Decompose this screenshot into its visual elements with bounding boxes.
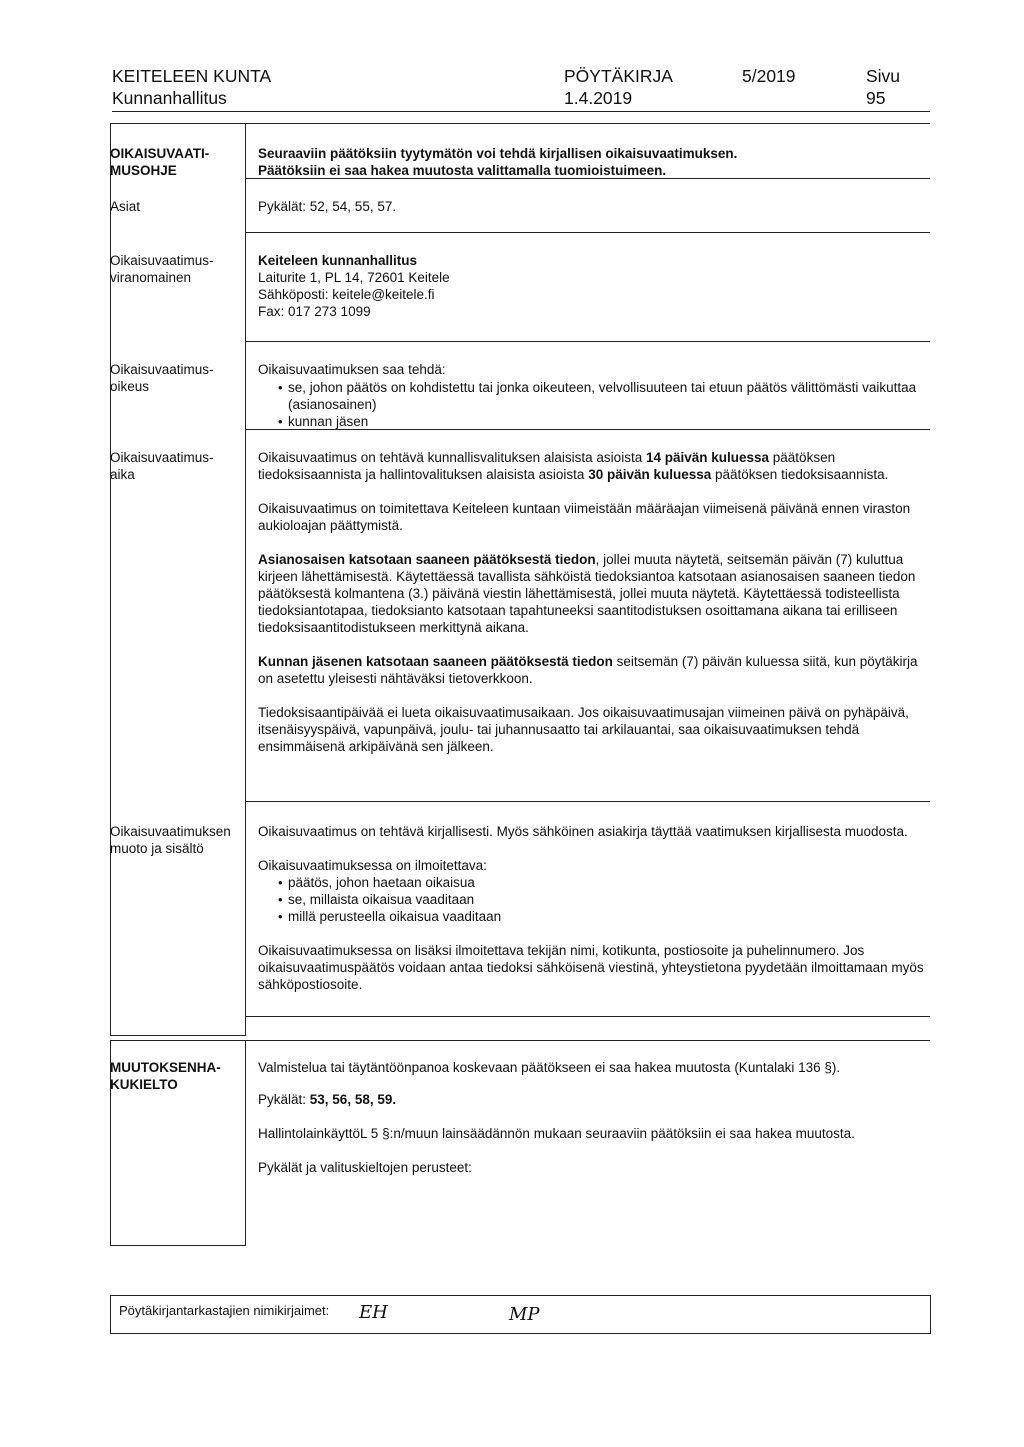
list-item: • se, johon päätös on kohdistettu tai jonka oikeuteen, velvollisuuteen tai etuun päätös välittömästi vaikuttaa (asianosainen) (258, 379, 926, 413)
instruction-line-2: Päätöksiin ei saa hakea muutosta valittamalla tuomioistuimeen. (258, 163, 667, 178)
asiat-text: Pykälät: 52, 54, 55, 57. (258, 199, 397, 214)
ban-block (258, 1059, 926, 1176)
label-asiat: Asiat (110, 199, 141, 214)
authority-address: Laiturite 1, PL 14, 72601 Keitele (258, 270, 450, 285)
header-page-number: 95 (866, 88, 886, 108)
authority-name: Keiteleen kunnanhallitus (258, 253, 418, 268)
time-paragraph-2: Oikaisuvaatimus on toimitettava Keiteleen kuntaan viimeistään määräajan viimeisenä päivänä ennen viraston aukioloajan päättymistä. (258, 501, 911, 533)
form-paragraph-1: Oikaisuvaatimus on tehtävä kirjallisesti. Myös sähköinen asiakirja täyttää vaatimuksen kirjallisesta muodosta. (258, 824, 908, 839)
rule-form (246, 1016, 930, 1017)
label-time: Oikaisuvaatimus-aika (110, 450, 214, 482)
label-instruction: OIKAISUVAATI-MUSOHJE (110, 146, 210, 178)
signature-box (110, 1295, 931, 1334)
form-paragraph-3: Oikaisuvaatimuksessa on lisäksi ilmoitettava tekijän nimi, kotikunta, postiosoite ja puhelinnumero. Jos oikaisuvaatimuspäätös voidaan antaa tiedoksi sähköisenä viestinä, yhteystietona pyydetään ilmoittamaan myös sähköpostiosoite. (258, 943, 924, 992)
right-list (258, 379, 926, 430)
list-item: • se, millaista oikaisua vaaditaan (258, 891, 926, 908)
ban-paragraph-4: Pykälät ja valituskieltojen perusteet: (258, 1160, 472, 1175)
time-paragraph-5: Tiedoksisaantipäivää ei lueta oikaisuvaatimusaikaan. Jos oikaisuvaatimusajan viimeinen päivä on pyhäpäivä, itsenäisyyspäivä, vapunpäivä, joulu- tai juhannusaatto tai arkilauantai, saa oikaisuvaatimuksen tehdä ensimmäisenä arkipäivänä sen jälkeen. (258, 705, 909, 754)
authority-fax: Fax: 017 273 1099 (258, 304, 371, 319)
signature-initials-2: MP (509, 1304, 540, 1325)
form-paragraph-2: Oikaisuvaatimuksessa on ilmoitettava: (258, 858, 487, 873)
time-paragraph-3: Asianosaisen katsotaan saaneen päätöksestä tiedon, jollei muuta näytetä, seitsemän päivän (7) kuluttua kirjeen lähettämisestä. Käytettäessä tavallista sähköistä tiedoksiantoa katsotaan asianosaisen saaneen tiedon päätöksestä kolmantena (3.) päivänä viestin lähettämisestä, jollei muuta näytetä. Käytettäessä todisteellista tiedoksiantotapaa, tiedoksianto katsotaan tapahtuneeksi saantitodistuksen osoittamana aikana tai erilliseen tiedoksisaantitodistukseen merkittynä aikana. (258, 552, 916, 635)
column-divider (245, 123, 246, 1035)
list-item: • kunnan jäsen (258, 413, 926, 430)
list-item: • millä perusteella oikaisua vaaditaan (258, 908, 926, 925)
signature-initials-1: EH (359, 1302, 388, 1323)
ban-paragraph-1: Valmistelua tai täytäntöönpanoa koskevaan päätökseen ei saa hakea muutosta (Kuntalaki 136 §). (258, 1060, 841, 1075)
authority-block (258, 252, 926, 320)
label-right: Oikaisuvaatimus-oikeus (110, 362, 214, 394)
signature-label: Pöytäkirjantarkastajien nimikirjaimet: (119, 1303, 330, 1318)
header-doc-type: PÖYTÄKIRJA (564, 66, 673, 86)
right-intro: Oikaisuvaatimuksen saa tehdä: (258, 362, 446, 377)
label-authority: Oikaisuvaatimus-viranomainen (110, 253, 214, 285)
rule-time (246, 801, 930, 802)
form-list (258, 874, 926, 925)
time-paragraph-4: Kunnan jäsenen katsotaan saaneen päätöksestä tiedon seitsemän (7) päivän kuluessa siitä, kun pöytäkirja on asetettu yleisesti nähtäväksi tietoverkkoon. (258, 654, 918, 686)
header-number: 5/2019 (742, 66, 796, 86)
header-date: 1.4.2019 (564, 88, 633, 108)
form-block (258, 823, 926, 993)
instruction-line-1: Seuraaviin päätöksiin tyytymätön voi tehdä kirjallisen oikaisuvaatimuksen. (258, 146, 738, 161)
rule-authority (246, 341, 930, 342)
label-form: Oikaisuvaatimuksen muoto ja sisältö (110, 824, 231, 856)
label-ban: MUUTOKSENHA-KUKIELTO (110, 1060, 221, 1092)
rule-asiat (246, 232, 930, 233)
header-rule (112, 111, 930, 112)
time-paragraph-1: Oikaisuvaatimus on tehtävä kunnallisvalituksen alaisista asioista 14 päivän kuluessa päätöksen tiedoksisaannista ja hallintovalituksen alaisista asioista 30 päivän kuluessa päätöksen tiedoksisaannista. (258, 450, 889, 482)
list-item: • päätös, johon haetaan oikaisua (258, 874, 926, 891)
ban-box-bottom (110, 1245, 246, 1246)
right-block (258, 361, 926, 430)
box-bottom (110, 1035, 246, 1036)
ban-paragraph-3: HallintolainkäyttöL 5 §:n/muun lainsäädännön mukaan seuraaviin päätöksiin ei saa hakea muutosta. (258, 1126, 855, 1141)
ban-box-top (110, 1040, 930, 1041)
header-page-label: Sivu (866, 66, 901, 86)
authority-email: Sähköposti: keitele@keitele.fi (258, 287, 435, 302)
ban-column-divider (245, 1040, 246, 1245)
header-body: Kunnanhallitus (112, 88, 227, 108)
time-block (258, 449, 926, 755)
header-org: KEITELEEN KUNTA (112, 66, 272, 86)
box-top (110, 123, 930, 124)
ban-paragraph-2: Pykälät: 53, 56, 58, 59. (258, 1092, 397, 1107)
instruction-text (258, 145, 926, 179)
